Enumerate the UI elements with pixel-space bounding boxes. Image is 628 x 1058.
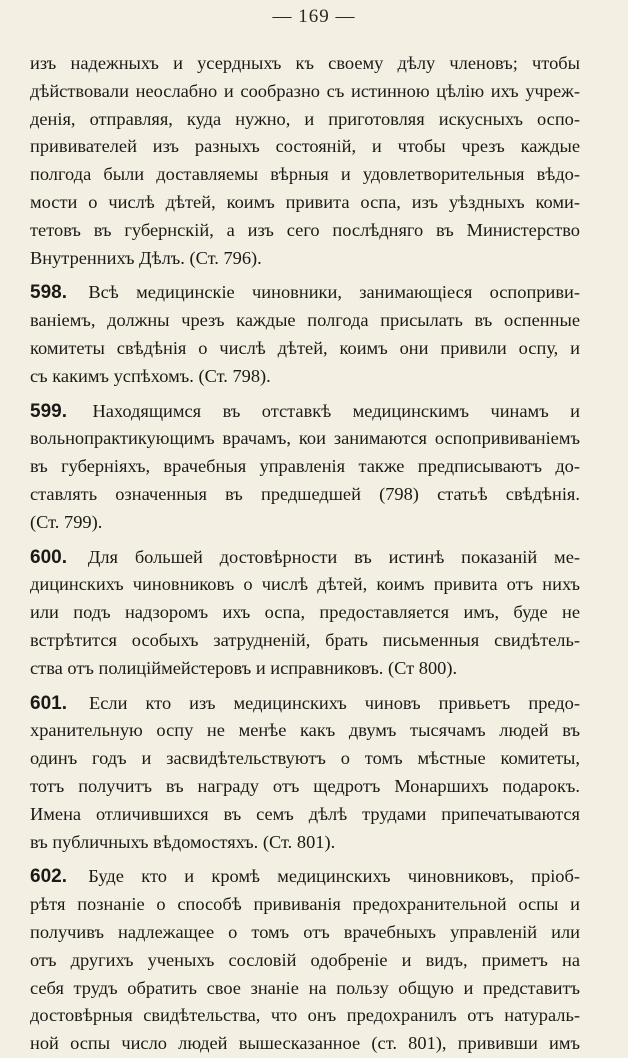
text-line: Внутреннихъ Дѣлъ. (Ст. 796). <box>30 247 262 268</box>
text-line: 602. Буде кто и кромѣ медицинскихъ чиновниковъ, пріоб- <box>30 866 580 888</box>
text-line: полгода были доставляемы вѣрныя и удовлетворительныя вѣдо- <box>30 164 580 185</box>
text-line: ставлять означенныя въ предшедшей (798) статьѣ свѣдѣнія. <box>30 483 580 504</box>
article-599 <box>30 398 580 537</box>
text-line: достовѣрныя свидѣтельства, что онъ предохранилъ отъ натураль- <box>30 1005 580 1026</box>
text-line: денія, отправляя, куда нужно, и приготовляя искусныхъ оспо- <box>30 108 580 129</box>
text-line: въ губерніяхъ, врачебныя управленія также предписываютъ до- <box>30 456 580 477</box>
text-line: встрѣтится особыхъ затрудненій, брать письменныя свидѣтель- <box>30 629 580 650</box>
article-number: 600. <box>30 546 67 568</box>
text-line: ства отъ полиціймейстеровъ и исправниковъ. (Ст 800). <box>30 657 458 678</box>
text-line: 601. Если кто изъ медицинскихъ чиновъ привьетъ предо- <box>30 692 580 714</box>
article-number: 598. <box>30 282 67 304</box>
text-line: себя трудъ обратить свое знаніе на пользу общую и представитъ <box>30 977 580 998</box>
article-602 <box>30 863 580 1058</box>
text-line: въ публичныхъ вѣдомостяхъ. (Ст. 801). <box>30 831 336 852</box>
text-line: изъ надежныхъ и усердныхъ къ своему дѣлу членовъ; чтобы <box>30 53 580 73</box>
text-line: рѣтя познаніе о способѣ прививанія предохранительной оспы и <box>30 894 580 915</box>
text-line: съ какимъ успѣхомъ. (Ст. 798). <box>30 365 271 386</box>
text-line: 598. Всѣ медицинскіе чиновники, занимающіеся оспоприви- <box>30 282 580 304</box>
text-line: одинъ годъ и засвидѣтельствуютъ о томъ мѣстные комитеты, <box>30 748 580 769</box>
text-line: дѣйствовали неослабно и сообразно съ истинною цѣлію ихъ учреж- <box>30 80 580 101</box>
article-number: 602. <box>30 866 67 888</box>
article-number: 601. <box>30 692 67 714</box>
text-line: прививателей изъ разныхъ состояній, и чтобы чрезъ каждые <box>30 136 580 157</box>
text-line: (Ст. 799). <box>30 511 103 532</box>
text-line: ной оспы число людей вышесказанное (ст. 801), прививши имъ <box>30 1033 580 1054</box>
text-line: ваніемъ, должны чрезъ каждые полгода присылать въ оспенные <box>30 310 580 331</box>
text-line: 600. Для большей достовѣрности въ истинѣ показаній ме- <box>30 546 580 568</box>
page-number: — 169 — <box>272 6 356 27</box>
text-line: дицинскихъ чиновниковъ о числѣ дѣтей, коимъ привита отъ нихъ <box>30 574 580 595</box>
article-598 <box>30 279 580 390</box>
text-line: отъ другихъ ученыхъ сословій одобреніе и видъ, приметъ на <box>30 949 580 970</box>
text-line: или подъ надзоромъ ихъ оспа, предоставляется имъ, буде не <box>30 602 580 623</box>
text-line: хранительную оспу не менѣе какъ двумъ тысячамъ людей въ <box>30 720 580 741</box>
text-line: Имена отличившихся въ семъ дѣлѣ трудами припечатываются <box>30 803 580 824</box>
text-line: мости о числѣ дѣтей, коимъ привита оспа, изъ уѣздныхъ коми- <box>30 191 580 212</box>
text-line: тотъ получитъ въ награду отъ щедротъ Монаршихъ подарокъ. <box>30 775 580 796</box>
article-number: 599. <box>30 400 67 422</box>
text-line: комитеты свѣдѣнія о числѣ дѣтей, коимъ они привили оспу, и <box>30 337 580 358</box>
text-line: 599. Находящимся въ отставкѣ медицинскимъ чинамъ и <box>30 400 581 422</box>
page-text <box>30 50 580 1058</box>
article-600 <box>30 544 580 683</box>
text-line: получивъ надлежащее о томъ отъ врачебныхъ управленій или <box>30 921 580 942</box>
paragraph-continuation <box>30 50 580 272</box>
text-line: тетовъ въ губернскій, а изъ сего послѣдняго въ Министерство <box>30 219 580 240</box>
text-line: вольнопрактикующимъ врачамъ, кои занимаются оспопрививаніемъ <box>30 428 580 449</box>
article-601 <box>30 690 580 857</box>
